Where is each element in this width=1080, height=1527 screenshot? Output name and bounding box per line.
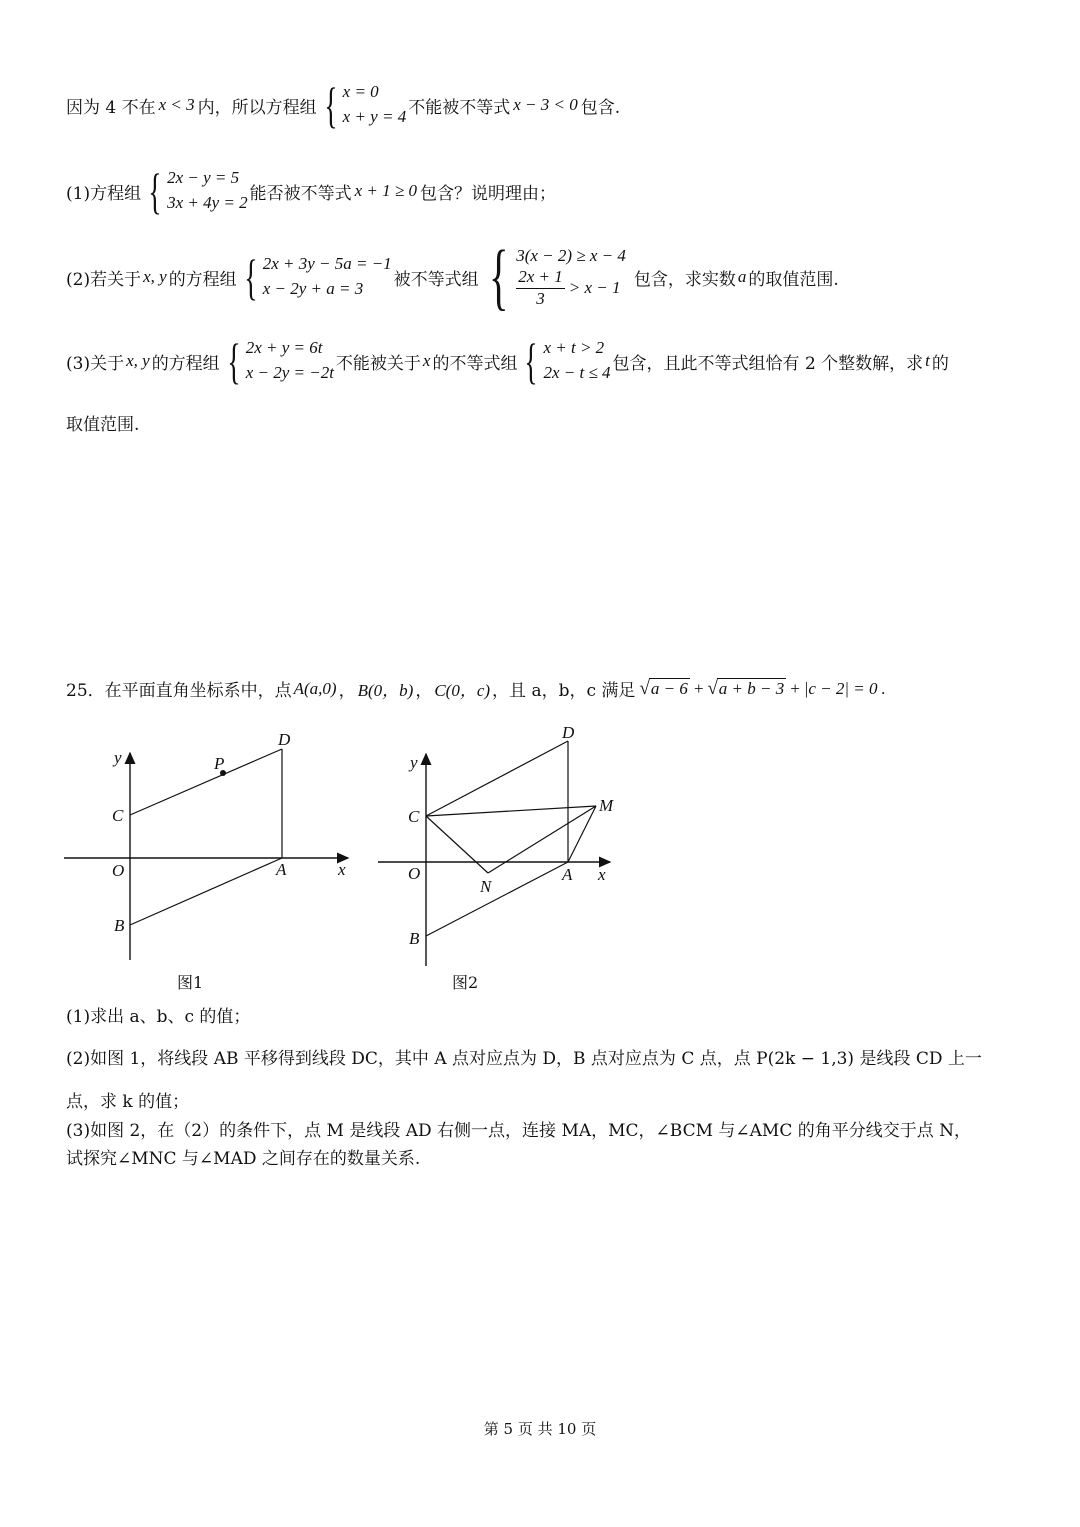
p25-plus: + bbox=[789, 678, 801, 698]
p25-point-a: A(a,0) bbox=[293, 678, 337, 698]
intro-sys-row: x + y = 4 bbox=[342, 107, 407, 126]
q2-sys-row: x − 2y + a = 3 bbox=[262, 279, 364, 298]
p25-equation: √ a − 6 + √ a + b − 3 + |c − 2| = 0 . bbox=[639, 677, 886, 699]
q1-system: { 2x − y = 5 3x + 4y = 2 bbox=[148, 163, 248, 219]
fig1-segment-ba bbox=[130, 858, 282, 925]
intro-prefix: 因为 4 不在 bbox=[66, 97, 156, 118]
q3-ineq-row: 2x − t ≤ 4 bbox=[543, 363, 611, 382]
q3-suffix2: 的 bbox=[931, 353, 949, 374]
q2-suffix1: 包含，求实数 bbox=[633, 269, 736, 290]
fig2-caption: 图2 bbox=[452, 973, 479, 992]
question-3-line2 bbox=[66, 410, 139, 435]
fig2-segment-cn bbox=[426, 816, 488, 873]
p25-point-c: C(0，c) bbox=[434, 681, 491, 700]
fig2-label-m: M bbox=[599, 796, 614, 815]
q3-var-t: t bbox=[925, 351, 930, 370]
fig2-label-b: B bbox=[409, 929, 420, 948]
q3-mid1: 的方程组 bbox=[151, 353, 220, 374]
question-1 bbox=[66, 163, 556, 219]
p25-num: 25．在平面直角坐标系中，点 bbox=[66, 681, 292, 701]
q3-label: (3)关于 bbox=[66, 353, 125, 374]
fig2-label-d: D bbox=[562, 723, 575, 742]
q2-ineq-row1: 3(x − 2) ≥ x − 4 bbox=[516, 246, 626, 266]
p25-sub3-line2 bbox=[66, 1144, 420, 1169]
p25-sep: ， bbox=[338, 681, 356, 701]
p25-sub1-text: (1)求出 a、b、c 的值； bbox=[66, 1007, 251, 1027]
q2-ineq-row2-tail: > x − 1 bbox=[568, 278, 621, 297]
fig2-label-x: x bbox=[598, 865, 606, 884]
intro-system: { x = 0 x + y = 4 bbox=[324, 77, 407, 133]
q3-mid3: 的不等式组 bbox=[432, 353, 518, 374]
q3-suffix: 包含，且此不等式组恰有 2 个整数解，求 bbox=[612, 353, 924, 374]
fig2-segment-cm bbox=[426, 806, 596, 816]
q2-system: { 2x + 3y − 5a = −1 x − 2y + a = 3 bbox=[244, 249, 392, 305]
p25-sub2-line2 bbox=[66, 1087, 189, 1112]
q1-label: (1)方程组 bbox=[66, 183, 142, 204]
fig1-label-o: O bbox=[112, 861, 125, 880]
q3-vars: x, y bbox=[126, 351, 150, 370]
q2-vars: x, y bbox=[143, 267, 167, 286]
page-footer: 第 5 页 共 10 页 bbox=[483, 1420, 597, 1438]
q1-ineq: x + 1 ≥ 0 bbox=[354, 181, 417, 200]
q3-line2: 取值范围. bbox=[66, 415, 140, 435]
fig2-label-a: A bbox=[562, 865, 573, 884]
q1-sys-row: 3x + 4y = 2 bbox=[167, 193, 248, 212]
q3-inequality-system: { x + t > 2 2x − t ≤ 4 bbox=[524, 333, 611, 389]
q2-frac-num: 2x + 1 bbox=[516, 267, 565, 288]
p25-sub3-line1 bbox=[66, 1116, 971, 1141]
p25-sub3-text-a: (3)如图 2，在（2）的条件下，点 M 是线段 AD 右侧一点，连接 MA，MC，∠BCM 与∠AMC 的角平分线交于点 N， bbox=[66, 1121, 972, 1141]
fig2-label-n: N bbox=[480, 877, 492, 896]
q1-suffix: 包含？说明理由； bbox=[420, 183, 556, 204]
q3-mid2: 不能被关于 bbox=[335, 353, 421, 374]
q2-sys-row: 2x + 3y − 5a = −1 bbox=[262, 254, 392, 274]
intro-cond: x < 3 bbox=[158, 95, 195, 114]
q2-inequality-system: { 3(x − 2) ≥ x − 4 $\frac{2x + 1}{3}$ > x − 1 bbox=[488, 236, 626, 318]
intro-mid: 内，所以方程组 bbox=[197, 97, 317, 118]
intro-suffix2: 包含. bbox=[580, 97, 621, 118]
fig1-label-p: P bbox=[214, 754, 225, 773]
p25-sub3-text-b: 试探究∠MNC 与∠MAD 之间存在的数量关系. bbox=[66, 1149, 421, 1169]
intro-ineq: x − 3 < 0 bbox=[513, 95, 578, 114]
question-2 bbox=[66, 236, 839, 318]
q2-frac-den: 3 bbox=[536, 288, 545, 308]
p25-abs: |c − 2| = 0 bbox=[803, 678, 878, 698]
fig2-segment-cd bbox=[426, 741, 568, 816]
p25-cond: ，且 a，b，c 满足 bbox=[492, 681, 636, 701]
p25-end: . bbox=[881, 678, 886, 698]
fig2-label-c: C bbox=[408, 807, 420, 826]
p25-plus: + bbox=[692, 678, 705, 698]
q3-sys-row: 2x + y = 6t bbox=[245, 338, 323, 358]
figure-2 bbox=[374, 718, 624, 970]
q1-mid: 能否被不等式 bbox=[249, 183, 352, 204]
fig1-segment-cd bbox=[130, 749, 282, 815]
q2-label: (2)若关于 bbox=[66, 269, 142, 290]
fig1-caption: 图1 bbox=[177, 973, 204, 992]
fig1-label-b: B bbox=[114, 916, 125, 935]
fig2-label-y: y bbox=[410, 753, 418, 772]
fig2-segment-ba bbox=[426, 862, 568, 936]
p25-radical-1: a − 6 bbox=[650, 679, 688, 698]
question-3 bbox=[66, 333, 949, 389]
p25-radical-2: a + b − 3 bbox=[718, 679, 785, 698]
p25-sub2-text-a: (2)如图 1，将线段 AB 平移得到线段 DC，其中 A 点对应点为 D，B 点对应点为 C 点，点 P(2k − 1,3) 是线段 CD 上一 bbox=[66, 1049, 982, 1069]
q3-system: { 2x + y = 6t x − 2y = −2t bbox=[227, 333, 334, 389]
fig1-label-a: A bbox=[276, 860, 287, 879]
problem-25-stem bbox=[66, 676, 886, 701]
fig2-label-o: O bbox=[408, 864, 421, 883]
q1-sys-row: 2x − y = 5 bbox=[167, 168, 240, 188]
fig1-label-x: x bbox=[338, 860, 346, 879]
q3-var-x: x bbox=[422, 351, 431, 370]
fig1-label-d: D bbox=[278, 730, 291, 749]
q3-sys-row: x − 2y = −2t bbox=[245, 363, 334, 382]
q3-ineq-row: x + t > 2 bbox=[543, 338, 605, 358]
p25-point-b: B(0，b) bbox=[357, 681, 414, 700]
q2-mid2: 被不等式组 bbox=[393, 269, 479, 290]
q2-var-a: a bbox=[737, 267, 747, 286]
figure-1 bbox=[60, 725, 360, 970]
p25-sub2-line1 bbox=[66, 1044, 982, 1069]
intro-sys-row: x = 0 bbox=[342, 82, 379, 102]
fig1-label-y: y bbox=[114, 748, 122, 767]
p25-sep: ， bbox=[415, 681, 433, 701]
q2-mid1: 的方程组 bbox=[168, 269, 237, 290]
p25-sub2-text-b: 点，求 k 的值； bbox=[66, 1092, 190, 1112]
intro-suffix1: 不能被不等式 bbox=[408, 97, 511, 118]
q2-suffix2: 的取值范围. bbox=[748, 269, 839, 290]
intro-line bbox=[66, 77, 621, 133]
p25-sub1 bbox=[66, 1002, 250, 1027]
fig1-label-c: C bbox=[112, 806, 124, 825]
